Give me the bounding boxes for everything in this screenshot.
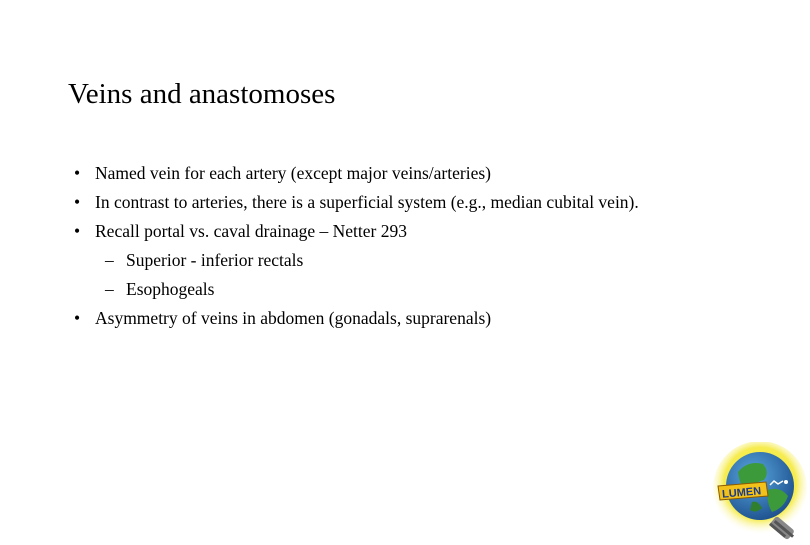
bullet-marker: • xyxy=(74,192,81,212)
lumen-globe-lightbulb-icon xyxy=(708,442,808,540)
bullet-marker: • xyxy=(74,221,81,241)
sub-bullet-text: Superior - inferior rectals xyxy=(126,250,304,270)
slide-title: Veins and anastomoses xyxy=(68,78,336,110)
sub-bullet-text: Esophogeals xyxy=(126,279,215,299)
sub-bullet-marker: – xyxy=(105,250,114,270)
bullet-text: In contrast to arteries, there is a superficial system (e.g., median cubital vein). xyxy=(95,192,639,212)
bullet-text: Named vein for each artery (except major veins/arteries) xyxy=(95,163,491,183)
bullet-text: Recall portal vs. caval drainage – Netter 293 xyxy=(95,221,407,241)
svg-text:LUMEN: LUMEN xyxy=(721,485,762,501)
bullet-marker: • xyxy=(74,308,81,328)
lumen-logo xyxy=(708,442,808,540)
bullet-text: Asymmetry of veins in abdomen (gonadals, suprarenals) xyxy=(95,308,492,328)
sub-bullet-marker: – xyxy=(105,279,114,299)
bullet-marker: • xyxy=(74,163,81,183)
